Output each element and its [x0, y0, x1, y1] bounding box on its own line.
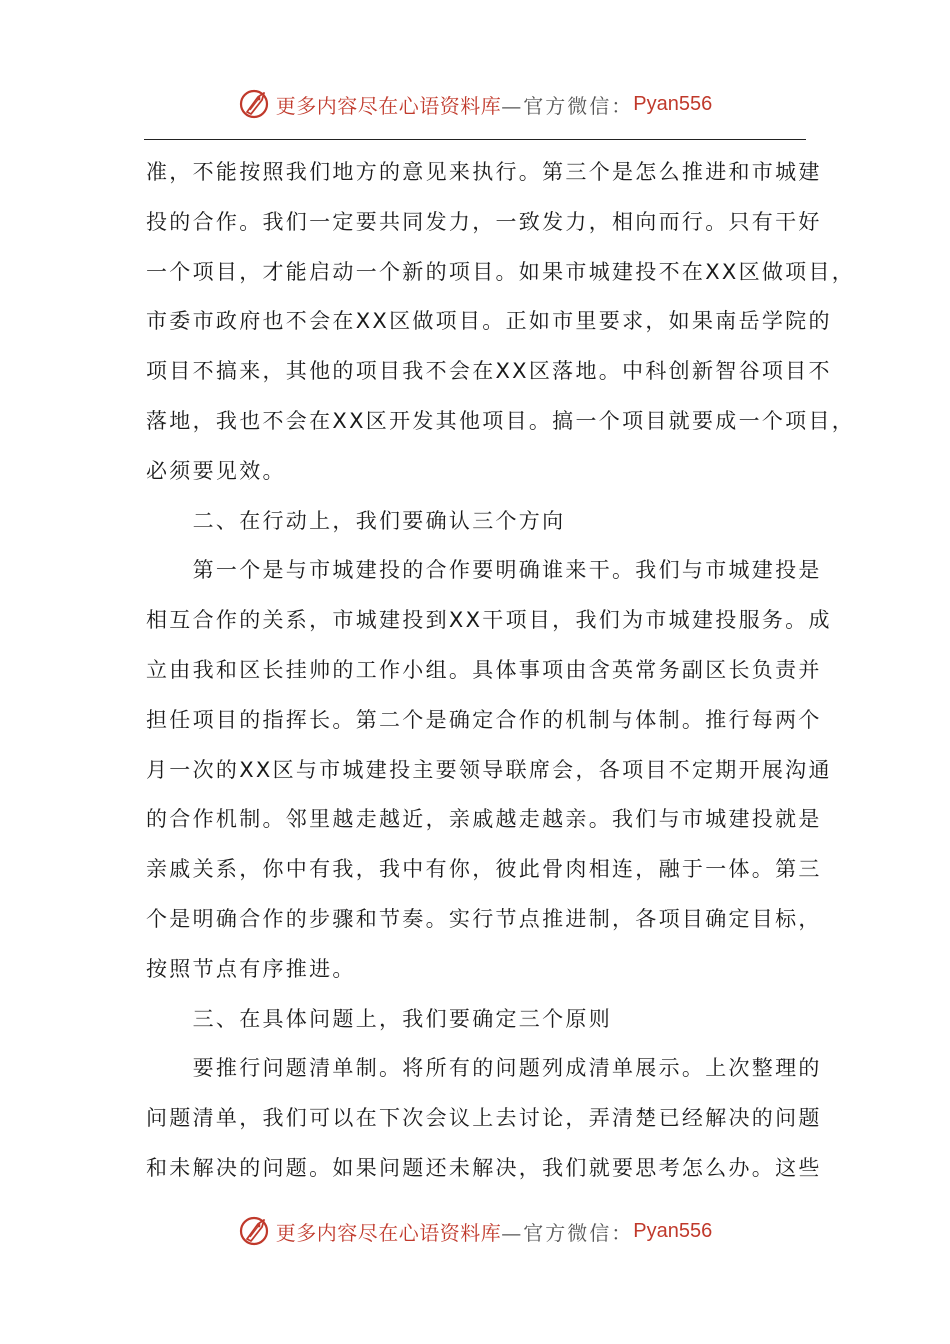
- banner-account-id: Pyan556: [633, 92, 713, 115]
- text-line: 投的合作。我们一定要共同发力，一致发力，相向而行。只有干好: [146, 209, 822, 234]
- banner-separator: —官方微信：: [501, 93, 634, 118]
- text-line: 市委市政府也不会在XX区做项目。正如市里要求，如果南岳学院的: [146, 309, 832, 334]
- text-line: 个是明确合作的步骤和节奏。实行节点推进制，各项目确定目标，: [146, 906, 822, 931]
- text-line: 第一个是与市城建投的合作要明确谁来干。我们与市城建投是: [146, 558, 822, 583]
- text-line: 落地，我也不会在XX区开发其他项目。搞一个项目就要成一个项目，: [146, 408, 856, 433]
- banner-separator: —官方微信：: [501, 1220, 634, 1245]
- text-line: 准，不能按照我们地方的意见来执行。第三个是怎么推进和市城建: [146, 160, 822, 184]
- text-line: 的合作机制。邻里越走越近，亲戚越走越亲。我们与市城建投就是: [146, 807, 822, 832]
- text-line: 担任项目的指挥长。第二个是确定合作的机制与体制。推行每两个: [146, 707, 822, 732]
- text-line: 亲戚关系，你中有我，我中有你，彼此骨肉相连，融于一体。第三: [146, 857, 822, 882]
- text-line: 项目不搞来，其他的项目我不会在XX区落地。中科创新智谷项目不: [146, 359, 832, 384]
- banner-site-text: 更多内容尽在心语资料库: [275, 1220, 502, 1245]
- text-line: 必须要见效。: [146, 458, 286, 483]
- text-line: 立由我和区长挂帅的工作小组。具体事项由含英常务副区长负责并: [146, 657, 822, 682]
- header-banner: [0, 84, 950, 124]
- footer-banner: [0, 1211, 950, 1251]
- section-heading: 三、在具体问题上，我们要确定三个原则: [146, 1006, 612, 1031]
- text-line: 问题清单，我们可以在下次会议上去讨论，弄清楚已经解决的问题: [146, 1106, 822, 1131]
- banner-account-id: Pyan556: [633, 1219, 713, 1242]
- text-line: 按照节点有序推进。: [146, 956, 356, 981]
- text-line: 月一次的XX区与市城建投主要领导联席会，各项目不定期开展沟通: [146, 757, 832, 782]
- header-divider: [144, 139, 806, 140]
- section-heading: 二、在行动上，我们要确认三个方向: [146, 508, 566, 533]
- banner-site-text: 更多内容尽在心语资料库: [275, 93, 502, 118]
- pen-nib-circle-icon: [238, 87, 272, 121]
- text-line: 一个项目，才能启动一个新的项目。如果市城建投不在XX区做项目，: [146, 259, 856, 284]
- document-body: [146, 148, 856, 1194]
- text-line: 和未解决的问题。如果问题还未解决，我们就要思考怎么办。这些: [146, 1155, 822, 1180]
- text-line: 要推行问题清单制。将所有的问题列成清单展示。上次整理的: [146, 1056, 822, 1081]
- pen-nib-circle-icon: [238, 1214, 272, 1248]
- text-line: 相互合作的关系，市城建投到XX干项目，我们为市城建投服务。成: [146, 608, 832, 633]
